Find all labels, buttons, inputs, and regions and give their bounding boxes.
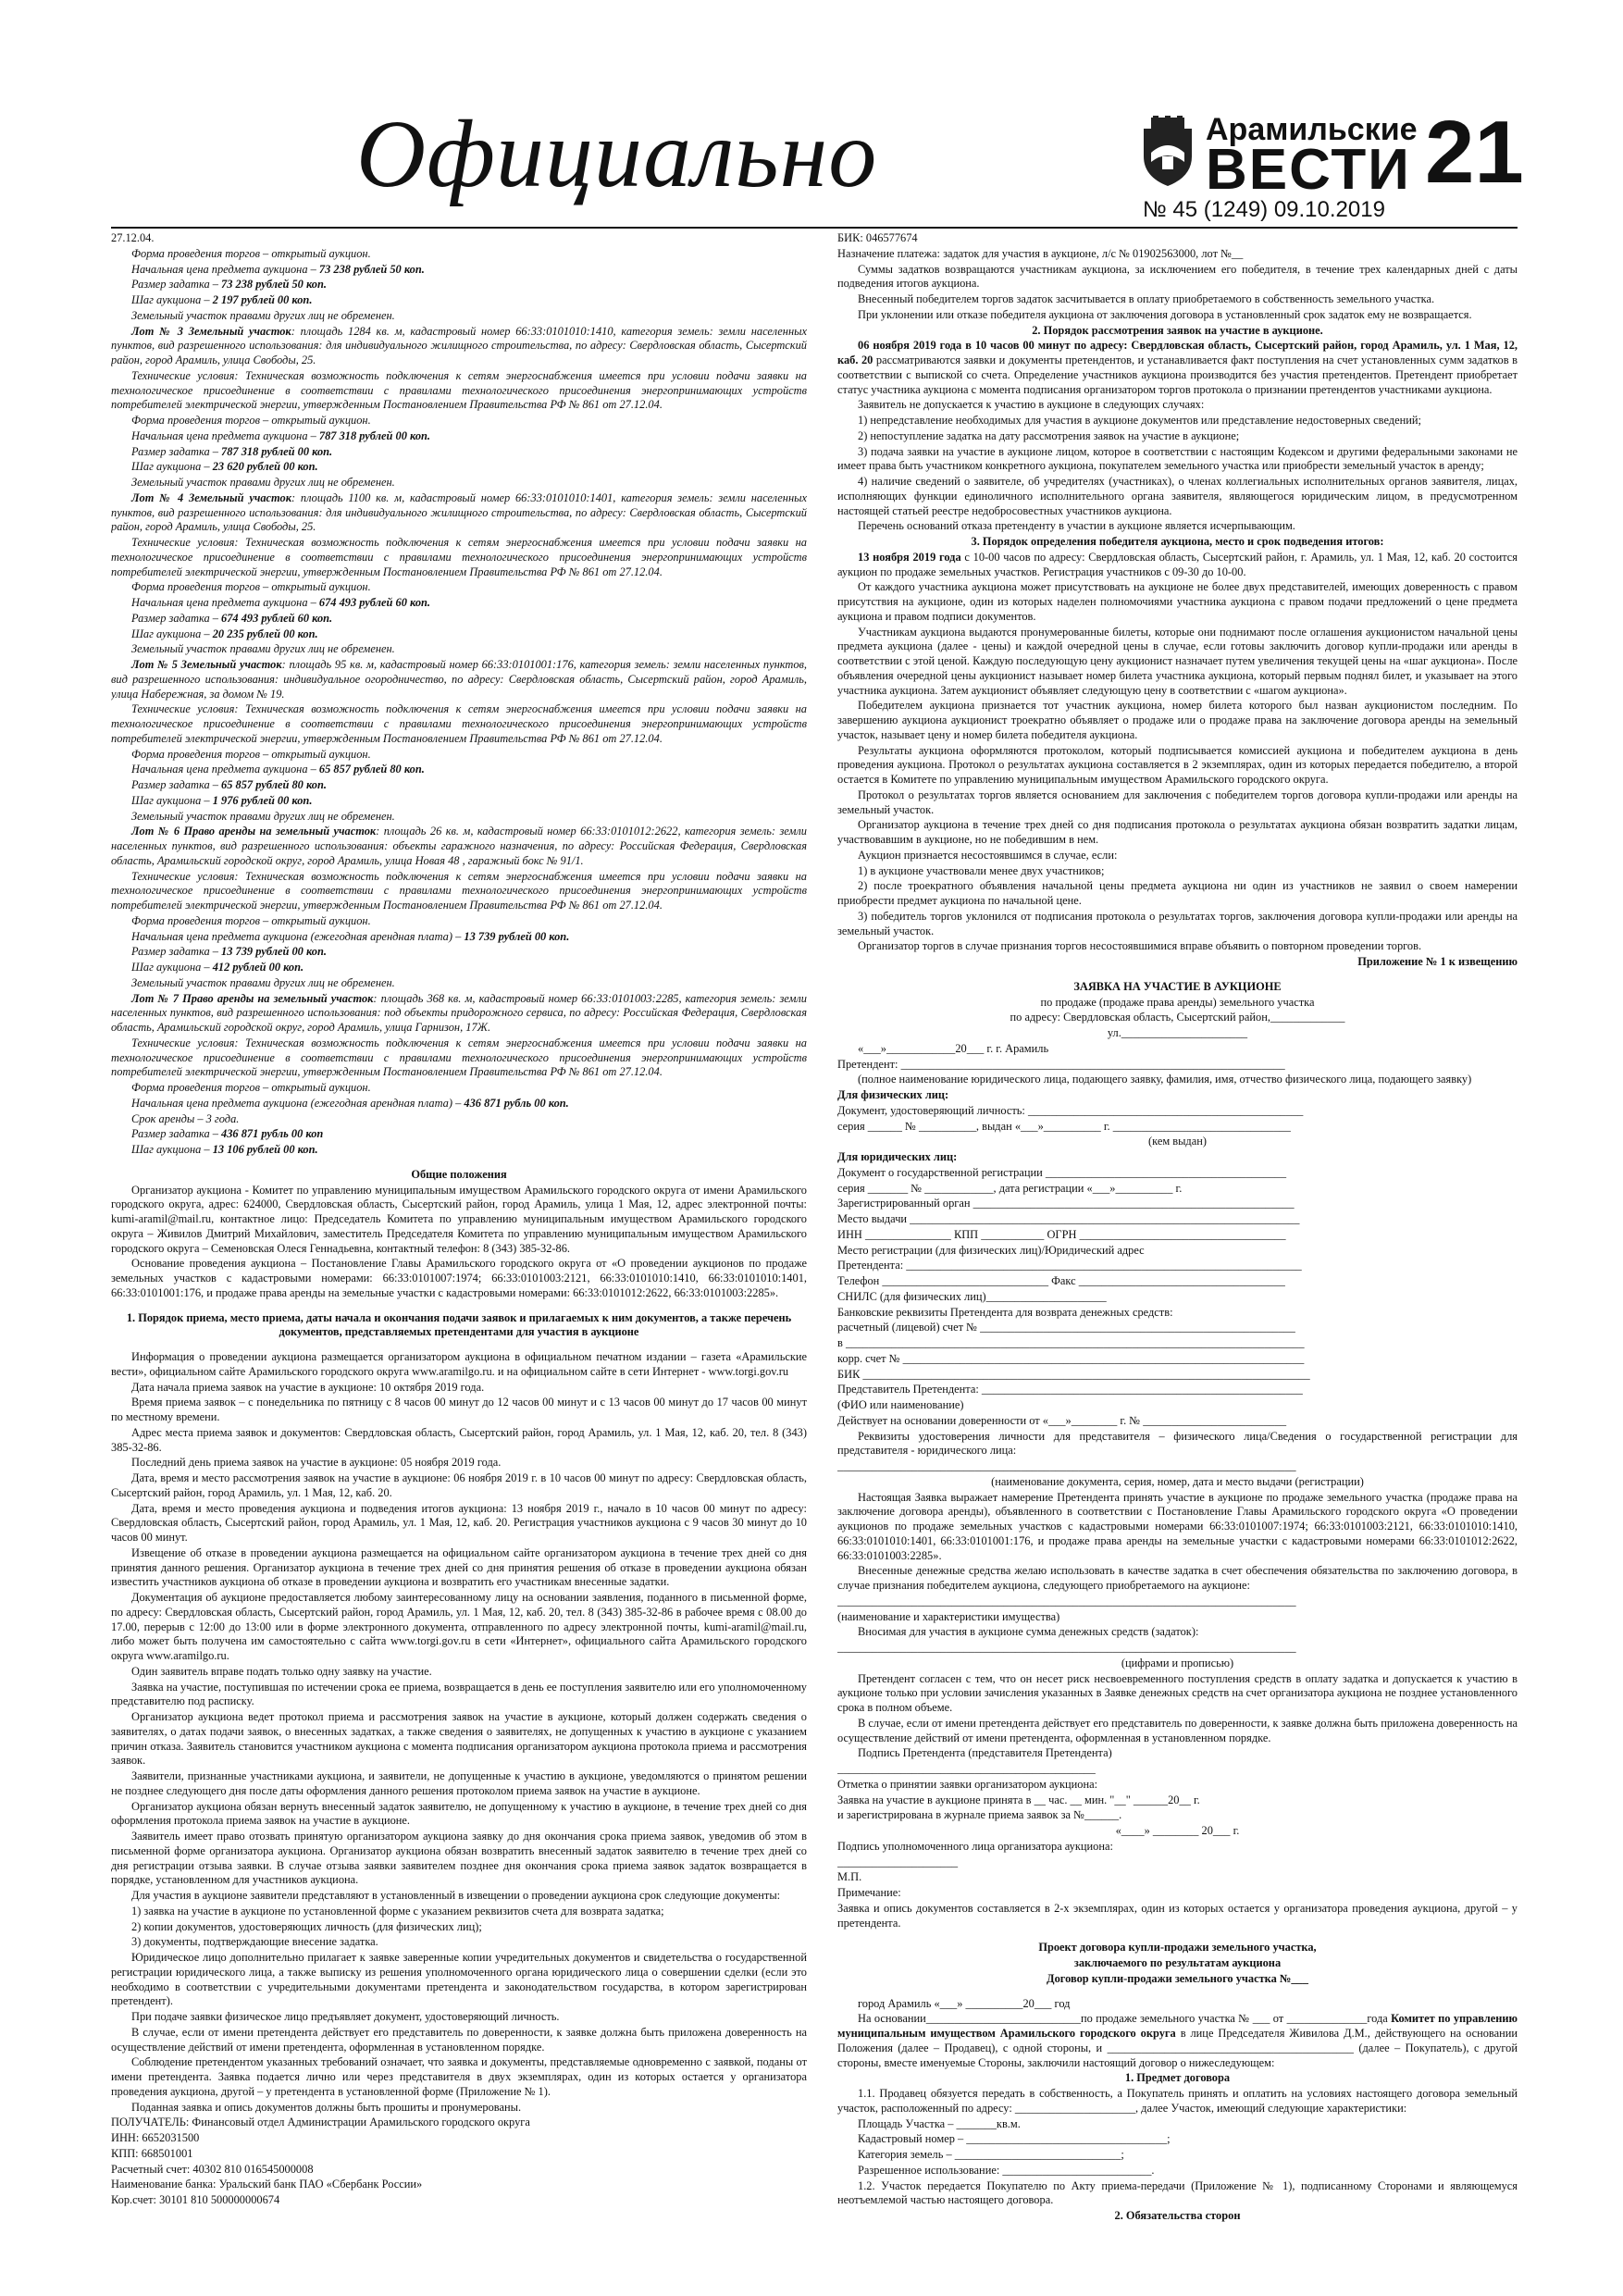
- lot-deposit: Размер задатка – 65 857 рублей 80 коп.: [131, 778, 327, 791]
- form-line: Действует на основании доверенности от «___»________ г. № _________________________: [837, 1413, 1287, 1427]
- lot-deposit: Размер задатка – 787 318 рублей 00 коп.: [131, 444, 333, 458]
- section-heading: 3. Порядок определения победителя аукциона, место и срок подведения итогов:: [971, 535, 1384, 548]
- lot-price: Начальная цена предмета аукциона – 65 857 рублей 80 коп.: [131, 763, 425, 776]
- lot-deposit: Размер задатка – 674 493 рублей 60 коп.: [131, 611, 333, 625]
- form-line: ________________________________________________________________________________: [837, 1594, 1296, 1607]
- form-subtitle: ул.______________________: [1107, 1026, 1248, 1039]
- payment-account: Расчетный счет: 40302 810 016545000008: [111, 2162, 314, 2176]
- form-line: расчетный (лицевой) счет № _______________________________________________________: [837, 1321, 1295, 1334]
- lot-tech-conditions: Технические условия: Техническая возможность подключения к сетям энергоснабжения имеется при условии подачи заявки на технологическое присоединение в соответствии с правилами технологического присоединения энергопринимающих устройств потребителей электрической энергии, утвержденным Постановлением Правительства РФ № 861 от 27.12.04.: [111, 536, 807, 578]
- paragraph: Извещение об отказе в проведении аукциона размещается на официальном сайте организатором аукциона в течение трех дней со дня принятия данного решения. Организатор аукциона в течение трех дней со дня принятия решения об отказе в проведении аукциона обязан известить участников аукциона об отказе в проведении аукциона и возвратить его участникам внесенные задатки.: [111, 1545, 807, 1589]
- form-subheading: Для физических лиц:: [837, 1088, 949, 1101]
- payment-inn: ИНН: 6652031500: [111, 2131, 200, 2144]
- form-line: Банковские реквизиты Претендента для возврата денежных средств:: [837, 1305, 1173, 1319]
- paragraph: Претендент согласен с тем, что он несет риск несвоевременного поступления средств в оплату задатка и допускается к участию в аукционе только при условии зачисления указанных в Заявке денежных средств на счет организатора аукциона не позднее установленного срока в полном объеме.: [837, 1671, 1518, 1714]
- paragraph: Результаты аукциона оформляются протоколом, который подписывается комиссией аукциона и победителем аукциона в день проведения аукциона. Протокол о результатах аукциона составляется в 2 экземплярах, один из которых передается победителю, а второй остается в Комитете по управлению муниципальным имуществом Арамильского городского округа.: [837, 743, 1518, 786]
- paragraph: Аукцион признается несостоявшимся в случае, если:: [858, 848, 1118, 862]
- lot-form: Форма проведения торгов – открытый аукцион.: [131, 913, 371, 927]
- lot-form: Форма проведения торгов – открытый аукцион.: [131, 747, 371, 761]
- lot-rights: Земельный участок правами других лиц не обременен.: [131, 476, 395, 489]
- paragraph: В случае, если от имени претендента действует его представитель по доверенности, к заявке должна быть приложена доверенность на осуществление действий от имени претендента, оформленная в установленном порядке.: [837, 1716, 1518, 1744]
- lot-price: Начальная цена предмета аукциона – 674 493 рублей 60 коп.: [131, 596, 431, 609]
- form-line: Заявка на участие в аукционе принята в __ час. __ мин. "__" ______20__ г.: [837, 1793, 1200, 1806]
- payment-corr-account: Кор.счет: 30101 810 500000000674: [111, 2193, 280, 2206]
- section-heading: 2. Порядок рассмотрения заявок на участие в аукционе.: [1032, 323, 1323, 337]
- form-line: Подпись Претендента (представителя Претендента): [858, 1746, 1112, 1760]
- paragraph: 2) непоступление задатка на дату рассмотрения заявок на участие в аукционе;: [858, 428, 1240, 442]
- paragraph: Суммы задатков возвращаются участникам аукциона, за исключением его победителя, в течение трех календарных дней с даты подведения итогов аукциона.: [837, 262, 1518, 291]
- form-line: в ________________________________________________________________________________: [837, 1336, 1305, 1349]
- form-line: Документ, удостоверяющий личность: ________________________________________________: [837, 1103, 1304, 1117]
- form-caption: (полное наименование юридического лица, подающего заявку, фамилия, имя, отчество физического лица, подающего заявку): [858, 1073, 1472, 1086]
- lot-description: Лот № 7 Право аренды на земельный участок: площадь 368 кв. м, кадастровый номер 66:33:0101003:2285, категория земель: земли населенных пунктов, вид разрешенного использования: под объекты придорожного сервиса, по адресу: Российская Федерация, Свердловская область, Арамильский городской округ, город Арамиль, улица Гарнизон, 17Ж.: [111, 991, 807, 1034]
- paragraph: При подаче заявки физическое лицо предъявляет документ, удостоверяющий личность.: [131, 2010, 560, 2023]
- paragraph: Организатор аукциона ведет протокол приема и рассмотрения заявок на участие в аукционе, который должен содержать сведения о заявителях, о датах подачи заявок, о внесенных задатках, а также сведения о заявителях, не допущенных к участию в аукционе с указанием причин отказа. Заявитель становится участником аукциона с момента подписания организатором аукциона протокола приема и рассмотрения заявок.: [111, 1710, 807, 1768]
- paragraph: Протокол о результатах торгов является основанием для заключения с победителем торгов договора купли-продажи или аренды на земельный участок.: [837, 788, 1518, 816]
- appendix-label: Приложение № 1 к извещению: [1357, 955, 1518, 968]
- lot-description: Лот № 5 Земельный участок: площадь 95 кв. м, кадастровый номер 66:33:0101001:176, категория земель: земли населенных пунктов, вид разрешенного использования: индивидуальное огородничество, по адресу: Свердловская область, Сысертский район, город Арамиль, улица Набережная, за домом № 19.: [111, 658, 807, 701]
- paragraph: Организатор аукциона обязан вернуть внесенный задаток заявителю, не допущенному к участию в аукционе, в течение трех дней со дня оформления протокола приема заявок на участие в аукционе.: [111, 1799, 807, 1828]
- stamp-label: М.П.: [837, 1870, 862, 1884]
- paragraph: Документация об аукционе предоставляется любому заинтересованному лицу на основании заявления, поданного в письменной форме, по адресу: Свердловская область, Сысертский район, город Арамиль, ул. 1 Мая, 12, каб. 20, тел. 8 (343) 385-32-86 в рабочее время с 08.00 до 17.00, перерыв с 12:00 до 13:00 или в форме электронного документа, отправленного по адресу электронной почты, kumi-aramil@mail.ru, либо может быть получена им самостоятельно с сайта www.torgi.gov.ru в сети «Интернет», официального сайта Арамильского городского округа www.aramilgo.ru.: [111, 1591, 807, 1662]
- form-line: ________________________________________________________________________________: [837, 1641, 1296, 1654]
- form-line: Место регистрации (для физических лиц)/Юридический адрес: [837, 1243, 1145, 1257]
- section-heading: 1. Порядок приема, место приема, даты начала и окончания подачи заявок и прилагаемых к ним документов, а также перечень документов, представляемых претендентами для участия в аукционе: [126, 1310, 792, 1339]
- form-line: Претендент: ___________________________________________________________________: [837, 1057, 1285, 1071]
- newspaper-name-top: Арамильские: [1206, 112, 1418, 147]
- form-line: Разрешенное использование: __________________________.: [858, 2163, 1155, 2177]
- form-line: корр. счет № ______________________________________________________________________: [837, 1351, 1305, 1365]
- form-line: серия ______ № __________, выдан «___»__________ г. _______________________________: [837, 1119, 1291, 1133]
- lot-price: Начальная цена предмета аукциона – 787 318 рублей 00 коп.: [131, 428, 431, 442]
- contract-title: заключаемого по результатам аукциона: [1073, 1956, 1282, 1969]
- form-line: ________________________________________________________________________________: [837, 1459, 1296, 1472]
- lot-term: Срок аренды – 3 года.: [131, 1111, 240, 1125]
- form-caption: (наименование и характеристики имущества): [837, 1609, 1060, 1623]
- lot-step: Шаг аукциона – 1 976 рублей 00 коп.: [131, 793, 313, 807]
- form-line: Документ о государственной регистрации __________________________________________: [837, 1165, 1287, 1179]
- form-subtitle: по адресу: Свердловская область, Сысертский район,_____________: [1010, 1011, 1345, 1024]
- lot-step: Шаг аукциона – 13 106 рублей 00 коп.: [131, 1143, 318, 1156]
- section-title: Официально: [356, 101, 878, 207]
- paragraph: Один заявитель вправе подать только одну заявку на участие.: [131, 1664, 432, 1678]
- payment-recipient: ПОЛУЧАТЕЛЬ: Финансовый отдел Администрации Арамильского городского округа: [111, 2116, 530, 2129]
- form-line: Отметка о принятии заявки организатором аукциона:: [837, 1777, 1098, 1791]
- lot-deposit: Размер задатка – 436 871 рубль 00 коп: [131, 1127, 324, 1141]
- lot-step: Шаг аукциона – 2 197 рублей 00 коп.: [131, 293, 313, 306]
- paragraph: 13 ноября 2019 года с 10-00 часов по адресу: Свердловская область, Сысертский район, г. Арамиль, ул. 1 Мая, 12, каб. 20 состоится аукцион по продаже земельных участков. Регистрация участников с 09-30 до 10-00.: [837, 550, 1518, 578]
- lot-rights: Земельный участок правами других лиц не обременен.: [131, 809, 395, 823]
- paragraph: Организатор аукциона - Комитет по управлению муниципальным имуществом Арамильского городского округа от имени Арамильского городского округа, адрес: 624000, Свердловская область, Сысертский район, город Арамиль, улица 1 Мая, 12, адрес электронной почты: kumi-aramil@mail.ru, контактное лицо: Председатель Комитета по управлению муниципальным имуществом Арамильского городского округа – Живилов Дмитрий Михайлович, заместитель Председателя Комитета по управлению муниципальным имуществом Арамильского городского округа – Семеновская Олеся Геннадьевна, контактный телефон: 8 (343) 385-32-86.: [111, 1183, 807, 1255]
- form-subheading: Для юридических лиц:: [837, 1150, 958, 1163]
- form-line: серия _______ № ____________, дата регистрации «___»__________ г.: [837, 1181, 1183, 1195]
- paragraph: От каждого участника аукциона может присутствовать на аукционе не более двух представителей, имеющих доверенность с правом присутствия на аукционе, один из которых наделен полномочиями участника аукциона с правом подачи предложений о цене предмета аукциона и правом подписи документов.: [837, 580, 1518, 623]
- paragraph: Внесенный победителем торгов задаток засчитывается в оплату приобретаемого в собственность земельного участка.: [858, 292, 1435, 305]
- lot-form: Форма проведения торгов – открытый аукцион.: [131, 1081, 371, 1094]
- paragraph: На основании___________________________по продаже земельного участка № ___ от ______________года Комитет по управлению муниципальным имуществом Арамильского городского округа в лице Председателя Живилова Д.М., действующего на основании Положения (далее – Продавец), с одной стороны, и ___________________________________________ (далее – Покупатель), с другой стороны, вместе именуемые Стороны, заключили настоящий договор о нижеследующем:: [837, 2012, 1518, 2069]
- paragraph: Перечень оснований отказа претенденту в участии в аукционе является исчерпывающим.: [858, 519, 1295, 533]
- masthead: [111, 88, 1524, 227]
- paragraph: В случае, если от имени претендента действует его представитель по доверенности, к заявке должна быть приложена доверенность на осуществление действий от имени претендента, оформленная в установленном порядке.: [111, 2025, 807, 2054]
- payment-bik: БИК: 046577674: [837, 231, 918, 244]
- paragraph: 27.12.04.: [111, 231, 155, 244]
- form-line: Кадастровый номер – ___________________________________;: [858, 2132, 1171, 2146]
- lot-tech-conditions: Технические условия: Техническая возможность подключения к сетям энергоснабжения имеется при условии подачи заявки на технологическое присоединение в соответствии с правилами технологического присоединения энергопринимающих устройств потребителей электрической энергии, утвержденным Постановлением Правительства РФ № 861 от 27.12.04.: [111, 1036, 807, 1079]
- lot-rights: Земельный участок правами других лиц не обременен.: [131, 975, 395, 989]
- paragraph: 1.2. Участок передается Покупателю по Акту приема-передачи (Приложение № 1), подписанному Сторонами и являющемуся неотъемлемой частью настоящего договора.: [837, 2178, 1518, 2207]
- page-number: 21: [1425, 103, 1524, 202]
- paragraph: Заявка и опись документов составляется в 2-х экземплярах, один из которых остается у организатора проведения аукциона, другой – у претендента.: [837, 1901, 1518, 1930]
- paragraph: Внесенные денежные средства желаю использовать в качестве задатка в счет обеспечения обязательства по заключению договора, в случае признания победителем аукциона, следующего приобретаемого на аукционе:: [837, 1564, 1518, 1592]
- form-line: город Арамиль «___» __________20___ год: [858, 1996, 1071, 2010]
- lot-rights: Земельный участок правами других лиц не обременен.: [131, 308, 395, 322]
- payment-bank: Наименование банка: Уральский банк ПАО «Сбербанк России»: [111, 2178, 423, 2191]
- form-caption: (ФИО или наименование): [837, 1398, 964, 1411]
- paragraph: 2) копии документов, удостоверяющих личность (для физических лиц);: [131, 1919, 482, 1933]
- paragraph: 06 ноября 2019 года в 10 часов 00 минут по адресу: Свердловская область, Сысертский район, город Арамиль, ул. 1 Мая, 12, каб. 20 рассматриваются заявки и документы претендентов, и устанавливается факт поступления на счет установленных сумм задатков в соответствии с выпиской со счета. Определение участников аукциона производится без участия претендентов. Претендент приобретает статус участника аукциона с момента подписания организатором торгов протокола о признании претендентов участниками аукциона.: [837, 339, 1518, 396]
- form-line: Претендента: _____________________________________________________________________: [837, 1259, 1302, 1272]
- paragraph: Заявитель не допускается к участию в аукционе в следующих случаях:: [858, 398, 1205, 412]
- left-column: [111, 231, 807, 2277]
- paragraph: Дата, время и место проведения аукциона и подведения итогов аукциона: 13 ноября 2019 г., начало в 10 часов 00 минут по адресу: Свердловская область, Сысертский район, город Арамиль, ул. 1 Мая, 12, каб. 20. Регистрация участников аукциона с 9 часов 30 минут до 10 часов 00 минут.: [111, 1501, 807, 1544]
- lot-form: Форма проведения торгов – открытый аукцион.: [131, 246, 371, 260]
- lot-rights: Земельный участок правами других лиц не обременен.: [131, 642, 395, 656]
- section-heading: 2. Обязательства сторон: [1114, 2209, 1241, 2222]
- form-line: Категория земель – _____________________________;: [858, 2148, 1124, 2161]
- form-line: Площадь Участка – _______кв.м.: [858, 2116, 1021, 2130]
- paragraph: 1.1. Продавец обязуется передать в собственность, а Покупатель принять и оплатить на условиях настоящего договора земельный участок, расположенный по адресу: _____________________, далее Участок, имеющий следующие характеристики:: [837, 2087, 1518, 2115]
- lot-price: Начальная цена предмета аукциона (ежегодная арендная плата) – 13 739 рублей 00 коп.: [131, 929, 570, 943]
- newspaper-name-main: ВЕСТИ: [1206, 138, 1411, 202]
- form-line: БИК ______________________________________________________________________________: [837, 1367, 1310, 1381]
- paragraph: Организатор торгов в случае признания торгов несостоявшимися вправе объявить о повторном проведении торгов.: [858, 939, 1422, 953]
- paragraph: 1) непредставление необходимых для участия в аукционе документов или представление недостоверных сведений;: [858, 414, 1421, 427]
- lot-step: Шаг аукциона – 23 620 рублей 00 коп.: [131, 460, 318, 474]
- paragraph: 3) документы, подтверждающие внесение задатка.: [131, 1935, 378, 1949]
- signature-line: _____________________: [837, 1855, 959, 1868]
- form-line: СНИЛС (для физических лиц)_____________________: [837, 1289, 1107, 1303]
- right-column: [837, 231, 1518, 2277]
- lot-tech-conditions: Технические условия: Техническая возможность подключения к сетям энергоснабжения имеется при условии подачи заявки на технологическое присоединение в соответствии с правилами технологического присоединения энергопринимающих устройств потребителей электрической энергии, утвержденным Постановлением Правительства РФ № 861 от 27.12.04.: [111, 869, 807, 912]
- payment-kpp: КПП: 668501001: [111, 2146, 193, 2160]
- lot-price: Начальная цена предмета аукциона – 73 238 рублей 50 коп.: [131, 262, 425, 276]
- paragraph: Для участия в аукционе заявители представляют в установленный в извещении о проведении аукциона срок следующие документы:: [131, 1889, 781, 1902]
- payment-purpose: Назначение платежа: задаток для участия в аукционе, л/с № 01902563000, лот №__: [837, 246, 1244, 260]
- section-heading: 1. Предмет договора: [1124, 2071, 1231, 2085]
- lot-description: Лот № 6 Право аренды на земельный участок: площадь 26 кв. м, кадастровый номер 66:33:0101012:2622, категория земель: земли населенных пунктов, вид разрешенного использования: объекты гаражного назначения, по адресу: Российская Федерация, Свердловская область, Арамильский городской округ, город Арамиль, улица Новая 48 , гаражный бокс № 91/1.: [111, 825, 807, 867]
- paragraph: Заявители, признанные участниками аукциона, и заявители, не допущенные к участию в аукционе, уведомляются о принятом решении не позднее следующего дня после даты оформления данного решения протоколом приема заявок на участие в аукционе.: [111, 1769, 807, 1797]
- lot-price: Начальная цена предмета аукциона (ежегодная арендная плата) – 436 871 рубль 00 коп.: [131, 1096, 569, 1110]
- form-line: Подпись уполномоченного лица организатора аукциона:: [837, 1839, 1113, 1853]
- form-line: и зарегистрирована в журнале приема заявок за №______.: [837, 1808, 1122, 1822]
- section-heading: Общие положения: [411, 1167, 507, 1181]
- signature-line: _____________________________________________: [837, 1762, 1096, 1775]
- lot-description: Лот № 4 Земельный участок: площадь 1100 кв. м, кадастровый номер 66:33:0101010:1401, категория земель: земли населенных пунктов, вид разрешенного использования: для индивидуального жилищного строительства, по адресу: Свердловская область, Сысертский район, город Арамиль, улица Свободы, 25.: [111, 490, 807, 534]
- lot-tech-conditions: Технические условия: Техническая возможность подключения к сетям энергоснабжения имеется при условии подачи заявки на технологическое присоединение в соответствии с правилами технологического присоединения энергопринимающих устройств потребителей электрической энергии, утвержденным Постановлением Правительства РФ № 861 от 27.12.04.: [111, 702, 807, 745]
- lot-tech-conditions: Технические условия: Техническая возможность подключения к сетям энергоснабжения имеется при условии подачи заявки на технологическое присоединение в соответствии с правилами технологического присоединения энергопринимающих устройств потребителей электрической энергии, утвержденным Постановлением Правительства РФ № 861 от 27.12.04.: [111, 368, 807, 412]
- paragraph: Победителем аукциона признается тот участник аукциона, номер билета которого был назван аукционистом последним. По завершению аукциона аукционист троекратно объявляет о продаже или о продаже права на заключение договора аренды на земельный участок, называет цену и номер билета победителя аукциона.: [837, 699, 1518, 741]
- form-title: ЗАЯВКА НА УЧАСТИЕ В АУКЦИОНЕ: [1073, 979, 1282, 993]
- form-line: Реквизиты удостоверения личности для представителя – физического лица/Сведения о государственной регистрации для представителя - юридического лица:: [837, 1429, 1518, 1458]
- city-crest-icon: [1138, 116, 1197, 188]
- form-subtitle: по продаже (продаже права аренды) земельного участка: [1040, 995, 1315, 1009]
- paragraph: Заявка на участие, поступившая по истечении срока ее приема, возвращается в день ее поступления заявителю или его уполномоченному представителю под расписку.: [111, 1680, 807, 1708]
- contract-title: Договор купли-продажи земельного участка №___: [1047, 1971, 1308, 1985]
- paragraph: При уклонении или отказе победителя аукциона от заключения договора в установленный срок задаток ему не возвращается.: [858, 307, 1472, 321]
- lot-form: Форма проведения торгов – открытый аукцион.: [131, 414, 371, 427]
- paragraph: Организатор аукциона в течение трех дней со дня подписания протокола о результатах аукциона обязан возвратить задатки лицам, участвовавшим в аукционе, но не победившим в нем.: [837, 818, 1518, 846]
- paragraph: 3) подача заявки на участие в аукционе лицом, которое в соответствии с настоящим Кодексом и другими федеральными законами не имеет права быть участником конкретного аукциона, покупателем земельного участка или приобрести земельный участок в аренду;: [837, 444, 1518, 473]
- paragraph: Соблюдение претендентом указанных требований означает, что заявка и документы, представляемые одновременно с заявкой, поданы от имени претендента. Заявка подается лично или через представителя в двух экземплярах, один из которых остается у организатора проведения аукциона, другой – у претендента в установленной форме (Приложение № 1).: [111, 2055, 807, 2098]
- paragraph: Основание проведения аукциона – Постановление Главы Арамильского городского округа от «О проведении аукционов по продаже земельных участков с кадастровыми номерами: 66:33:0101007:1974; 66:33:0101003:2121, 66:33:0101010:1410, 66:33:0101010:1401, 66:33:0101001:176, и продаже права аренды на земельные участки с кадастровыми номерами: 66:33:0101012:2622, 66:33:0101003:2285».: [111, 1257, 807, 1299]
- form-caption: (кем выдан): [1147, 1135, 1207, 1148]
- lot-deposit: Размер задатка – 13 739 рублей 00 коп.: [131, 945, 327, 959]
- lot-step: Шаг аукциона – 412 рублей 00 коп.: [131, 961, 304, 974]
- lot-form: Форма проведения торгов – открытый аукцион.: [131, 580, 371, 594]
- form-line: «___»____________20___ г. г. Арамиль: [858, 1041, 1049, 1055]
- paragraph: Настоящая Заявка выражает намерение Претендента принять участие в аукционе по продаже земельного участка (продаже права на заключение договора аренды), объявленного в соответствии с Постановление Главы Арамильского городского округа «О проведении аукционов по продаже земельных участков с кадастровыми номерами 66:33:0101007:1974; 66:33:0101003:2121, 66:33:0101010:1410, 66:33:0101010:1401, 66:33:0101001:176, и продаже права аренды на земельные участки с кадастровыми номерами 66:33:0101012:2622, 66:33:0101003:2285».: [837, 1490, 1518, 1562]
- contract-title: Проект договора купли-продажи земельного участка,: [1038, 1941, 1317, 1955]
- paragraph: Поданная заявка и опись документов должны быть прошиты и пронумерованы.: [131, 2100, 522, 2114]
- paragraph: Юридическое лицо дополнительно прилагает к заявке заверенные копии учредительных документов и свидетельства о государственной регистрации юридического лица, а также выписку из решения уполномоченного органа юридического лица о совершении сделки (если это необходимо в соответствии с учредительными документами претендента и законодательством государства, в котором зарегистрирован претендент).: [111, 1951, 807, 2008]
- form-line: Телефон _____________________________ Факс ____________________________________: [837, 1274, 1285, 1287]
- paragraph: 4) наличие сведений о заявителе, об учредителях (участниках), о членах коллегиальных исполнительных органов заявителя, лицах, исполняющих функции единоличного исполнительного органа заявителя, являющегося юридическим лицом, в предусмотренном настоящей статьей реестре недобросовестных участников аукциона.: [837, 475, 1518, 517]
- form-line: Вносимая для участия в аукционе сумма денежных средств (задаток):: [858, 1625, 1199, 1639]
- paragraph: Дата, время и место рассмотрения заявок на участие в аукционе: 06 ноября 2019 г. в 10 часов 00 минут по адресу: Свердловская область, Сысертский район, город Арамиль, ул. 1 Мая, 12, каб. 20.: [111, 1471, 807, 1499]
- form-line: Место выдачи ____________________________________________________________________: [837, 1212, 1300, 1225]
- issue-number-date: № 45 (1249) 09.10.2019: [1143, 197, 1385, 222]
- paragraph: 1) в аукционе участвовали менее двух участников;: [858, 863, 1105, 877]
- paragraph: Информация о проведении аукциона размещается организатором аукциона в официальном печатном издании – газета «Арамильские вести», официальном сайте Арамильского городского округа www.aramilgo.ru. и на официальном сайте в сети Интернет - www.torgi.gov.ru: [111, 1350, 807, 1378]
- form-line: «____» ________ 20___ г.: [1115, 1824, 1240, 1837]
- form-caption: (наименование документа, серия, номер, дата и место выдачи (регистрации): [991, 1474, 1364, 1488]
- paragraph: 2) после троекратного объявления начальной цены предмета аукциона ни один из участников не заявил о своем намерении приобрести предмет аукциона по начальной цене.: [837, 879, 1518, 907]
- paragraph: Заявитель имеет право отозвать принятую организатором аукциона заявку до дня окончания срока приема заявок, уведомив об этом в письменной форме организатора аукциона. Организатор аукциона обязан возвратить внесенный задаток заявителю в течение трех дней со дня регистрации отзыва заявки. В случае отзыва заявки заявителем позднее дня окончания срока приема заявок задаток возвращается в порядке, установленном для участников аукциона.: [111, 1830, 807, 1887]
- paragraph: 3) победитель торгов уклонился от подписания протокола о результатах торгов, заключения договора купли-продажи или аренды на земельный участок.: [837, 909, 1518, 937]
- paragraph: Дата начала приема заявок на участие в аукционе: 10 октября 2019 года.: [131, 1380, 485, 1394]
- form-line: Представитель Претендента: ________________________________________________________: [837, 1383, 1303, 1396]
- form-line: ИНН _______________ КПП ___________ ОГРН ____________________________________: [837, 1227, 1286, 1241]
- lot-step: Шаг аукциона – 20 235 рублей 00 коп.: [131, 627, 318, 640]
- lot-deposit: Размер задатка – 73 238 рублей 50 коп.: [131, 278, 327, 292]
- form-caption: (цифрами и прописью): [1121, 1656, 1234, 1669]
- lot-description: Лот № 3 Земельный участок: площадь 1284 кв. м, кадастровый номер 66:33:0101010:1410, категория земель: земли населенных пунктов, вид разрешенного использования: для индивидуального жилищного строительства, по адресу: Свердловская область, Сысертский район, город Арамиль, улица Свободы, 25.: [111, 324, 807, 366]
- paragraph: Адрес места приема заявок и документов: Свердловская область, Сысертский район, город Арамиль, ул. 1 Мая, 12, каб. 20, тел. 8 (343) 385-32-86.: [111, 1425, 807, 1454]
- header-divider: [111, 227, 1518, 229]
- paragraph: Последний день приема заявок на участие в аукционе: 05 ноября 2019 года.: [131, 1456, 502, 1470]
- paragraph: Время приема заявок – с понедельника по пятницу с 8 часов 00 минут до 12 часов 00 минут и с 13 часов 00 минут до 17 часов 00 минут по местному времени.: [111, 1396, 807, 1423]
- paragraph: Участникам аукциона выдаются пронумерованные билеты, которые они поднимают после оглашения аукционистом начальной цены предмета аукциона (далее - цены) и каждой очередной цены в случае, если готовы заключить договор купли-продажи или аренды в соответствии с этой ценой. Каждую последующую цену аукционист назначает путем увеличения текущей цены на «шаг аукциона». После объявления очередной цены аукционист называет номер билета участника аукциона, который первым поднял билет, и указывает на этого участника аукциона. Затем аукционист объявляет следующую цену в соответствии с «шагом аукциона».: [837, 625, 1518, 697]
- form-line: Зарегистрированный орган ________________________________________________________: [837, 1197, 1295, 1210]
- note-label: Примечание:: [837, 1886, 901, 1899]
- paragraph: 1) заявка на участие в аукционе по установленной форме с указанием реквизитов счета для возврата задатка;: [131, 1904, 664, 1917]
